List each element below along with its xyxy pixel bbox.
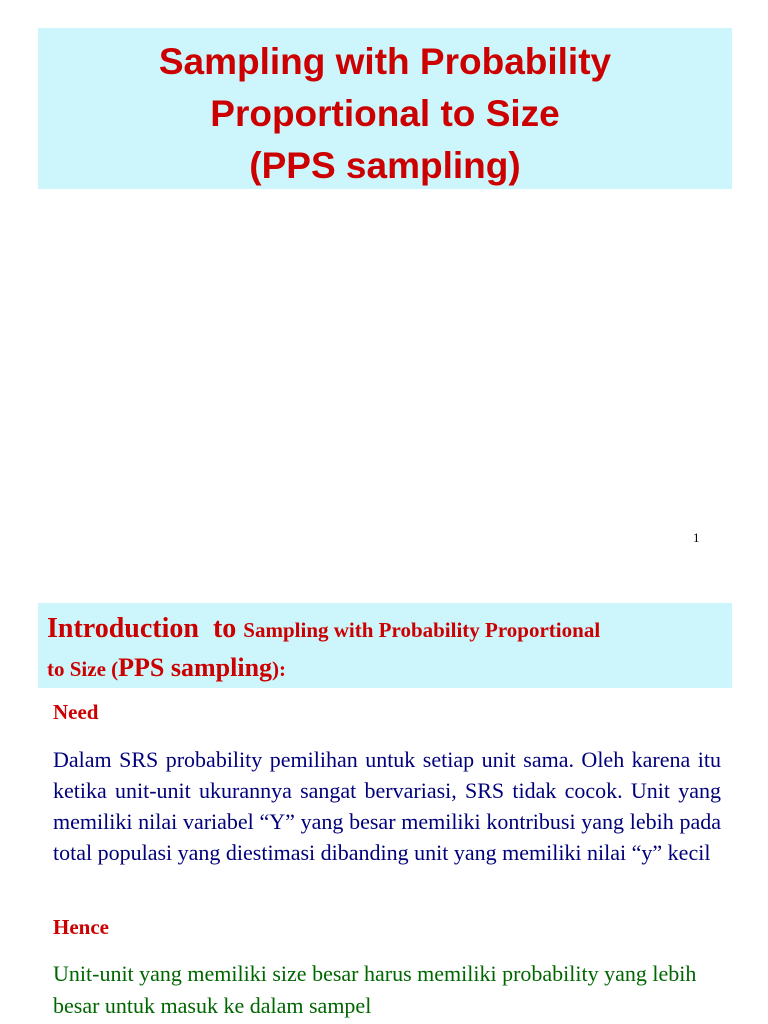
hence-heading: Hence	[53, 915, 109, 939]
intro-heading	[47, 609, 727, 687]
title-line-1: Sampling with Probability	[158, 41, 612, 82]
page-number: 1	[693, 530, 700, 545]
intro-line-1	[47, 609, 727, 650]
title-line-2: Proportional to Size	[210, 93, 560, 134]
need-paragraph: Dalam SRS probability pemilihan untuk setiap unit sama. Oleh karena itu ketika unit-unit ukurannya sangat bervariasi, SRS tidak cocok. Unit yang memiliki nilai variabel “Y” yang besar memiliki kontribusi yang lebih pada total populasi yang diestimasi dibanding unit yang memiliki nilai “y” kecil	[53, 747, 721, 865]
hence-paragraph: Unit-unit yang memiliki size besar harus memiliki probability yang lebih besar untuk masuk ke dalam sampel	[53, 961, 697, 1018]
intro-line-2	[47, 650, 727, 687]
intro-line-2-pre: to Size (	[47, 657, 119, 681]
intro-pps: PPS sampling	[118, 653, 273, 682]
intro-banner	[38, 603, 732, 688]
intro-word: Introduction	[47, 613, 199, 644]
title-banner	[38, 28, 732, 189]
intro-line-2-post: ):	[272, 657, 287, 681]
intro-line-1-rest: Sampling with Probability Proportional	[243, 618, 601, 642]
title-line-3: (PPS sampling)	[249, 145, 521, 186]
need-heading: Need	[53, 700, 99, 724]
to-word: to	[212, 613, 237, 644]
slide-title	[38, 36, 732, 192]
